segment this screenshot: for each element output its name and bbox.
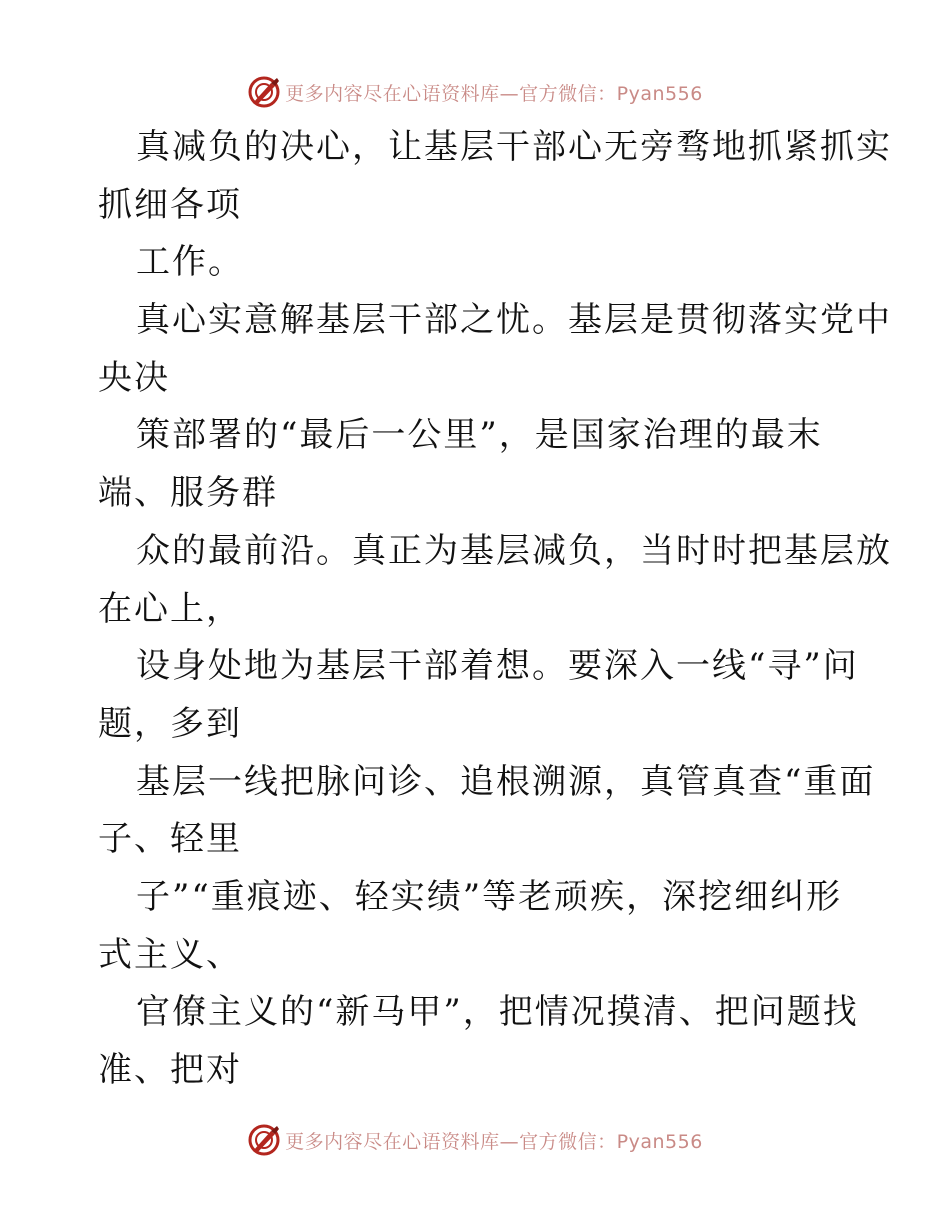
text-line: 在心上，	[98, 588, 242, 629]
pen-logo-icon	[247, 75, 281, 109]
text-line: 题，多到	[98, 703, 242, 744]
text-line: 抓细各项	[98, 184, 242, 225]
text-line: 子”“重痕迹、轻实绩”等老顽疾，深挖细纠形	[136, 876, 843, 917]
footer-banner-text: 更多内容尽在心语资料库—官方微信：Pyan556	[285, 1130, 703, 1153]
document-body	[98, 119, 892, 1100]
text-line: 真减负的决心，让基层干部心无旁骛地抓紧抓实	[136, 127, 892, 167]
text-line: 基层一线把脉问诊、追根溯源，真管真查“重面	[136, 761, 876, 802]
text-line: 设身处地为基层干部着想。要深入一线“寻”问	[136, 646, 859, 687]
text-line: 式主义、	[98, 934, 242, 975]
text-line: 真心实意解基层干部之忧。基层是贯彻落实党中	[136, 300, 892, 341]
text-line: 策部署的“最后一公里”，是国家治理的最末	[136, 415, 823, 456]
text-line: 官僚主义的“新马甲”，把情况摸清、把问题找	[136, 992, 859, 1033]
text-line: 准、把对	[98, 1050, 242, 1090]
text-line: 工作。	[136, 242, 244, 283]
header-banner	[0, 70, 950, 114]
text-line: 端、服务群	[98, 473, 278, 514]
pen-logo-icon	[247, 1123, 281, 1157]
header-banner-text: 更多内容尽在心语资料库—官方微信：Pyan556	[285, 82, 703, 105]
footer-banner	[0, 1118, 950, 1162]
text-line: 子、轻里	[98, 819, 242, 860]
text-line: 众的最前沿。真正为基层减负，当时时把基层放	[136, 530, 892, 571]
text-line: 央决	[98, 357, 170, 398]
